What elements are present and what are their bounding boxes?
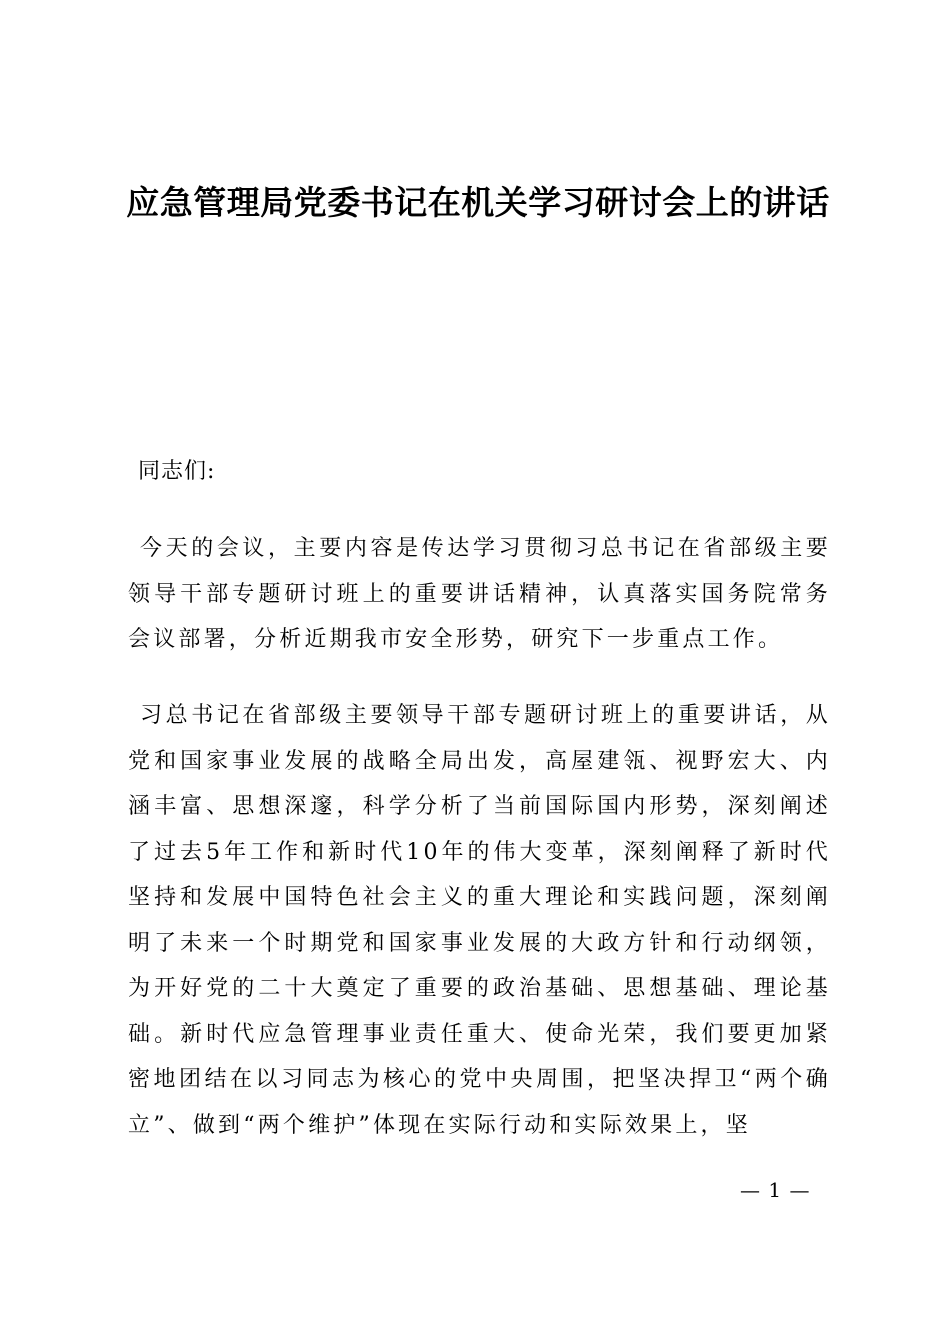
body-paragraph-2: 习总书记在省部级主要领导干部专题研讨班上的重要讲话，从党和国家事业发展的战略全局出发，高屋建瓴、视野宏大、内涵丰富、思想深邃，科学分析了当前国际国内形势，深刻阐述了过去5年工作和新时代10年的伟大变革，深刻阐释了新时代坚持和发展中国特色社会主义的重大理论和实践问题，深刻阐明了未来一个时期党和国家事业发展的大政方针和行动纲领，为开好党的二十大奠定了重要的政治基础、思想基础、理论基础。新时代应急管理事业责任重大、使命光荣，我们要更加紧密地团结在以习同志为核心的党中央周围，把坚决捍卫“两个确立”、做到“两个维护”体现在实际行动和实际效果上，坚: [128, 703, 831, 1138]
body-paragraph-1: 今天的会议，主要内容是传达学习贯彻习总书记在省部级主要领导干部专题研讨班上的重要讲话精神，认真落实国务院常务会议部署，分析近期我市安全形势，研究下一步重点工作。: [128, 536, 831, 652]
salutation: 同志们:: [138, 459, 216, 484]
document-title: 应急管理局党委书记在机关学习研讨会上的讲话: [126, 183, 830, 222]
page-number: — 1 —: [740, 1178, 811, 1202]
